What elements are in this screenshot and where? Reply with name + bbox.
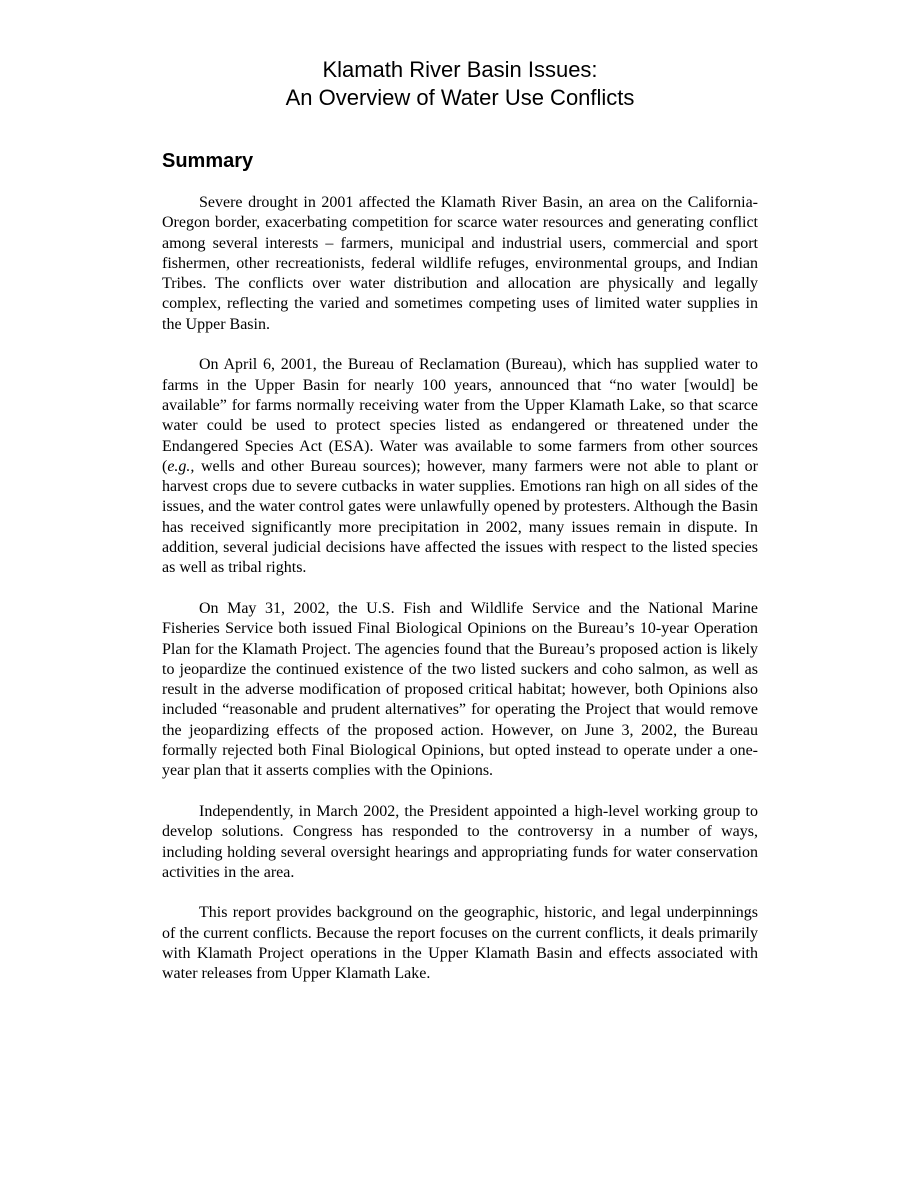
paragraph-2-italic: e.g., [167,457,195,475]
paragraph-1: Severe drought in 2001 affected the Klamath River Basin, an area on the California-Oregon border, exacerbating competition for scarce water resources and generating conflict among several interests – farmers, municipal and industrial users, commercial and sport fishermen, other recreationists, federal wildlife refuges, environmental groups, and Indian Tribes. The conflicts over water distribution and allocation are physically and legally complex, reflecting the varied and sometimes competing uses of limited water supplies in the Upper Basin. [162,194,758,333]
title-line-2: An Overview of Water Use Conflicts [285,85,635,110]
summary-body [162,193,758,985]
paragraph-3: On May 31, 2002, the U.S. Fish and Wildlife Service and the National Marine Fisheries Service both issued Final Biological Opinions on the Bureau’s 10-year Operation Plan for the Klamath Project. The agencies found that the Bureau’s proposed action is likely to jeopardize the continued existence of the two listed suckers and coho salmon, as well as result in the adverse modification of proposed critical habitat; however, both Opinions also included “reasonable and prudent alternatives” for operating the Project that would remove the jeopardizing effects of the proposed action. However, on June 3, 2002, the Bureau formally rejected both Final Biological Opinions, but opted instead to operate under a one-year plan that it asserts complies with the Opinions. [162,599,758,780]
paragraph-2-part-1: On April 6, 2001, the Bureau of Reclamation (Bureau), which has supplied water to farms in the Upper Basin for nearly 100 years, announced that “no water [would] be available” for farms normally receiving water from the Upper Klamath Lake, so that scarce water could be used to protect species listed as endangered or threatened under the Endangered Species Act (ESA). Water was available to some farmers from other sources ( [162,356,758,475]
paragraph-2 [162,355,758,578]
paragraph-2-part-2: wells and other Bureau sources); however, many farmers were not able to plant or harvest crops due to severe cutbacks in water supplies. Emotions ran high on all sides of the issues, and the water control gates were unlawfully opened by protesters. Although the Basin has received significantly more precipitation in 2002, many issues remain in dispute. In addition, several judicial decisions have affected the issues with respect to the listed species as well as tribal rights. [162,457,758,577]
document-title [0,56,920,112]
paragraph-4: Independently, in March 2002, the President appointed a high-level working group to develop solutions. Congress has responded to the controversy in a number of ways, including holding several oversight hearings and appropriating funds for water conservation activities in the area. [162,802,758,881]
title-line-1: Klamath River Basin Issues: [322,57,598,82]
section-heading-summary: Summary [162,150,254,172]
paragraph-5: This report provides background on the geographic, historic, and legal underpinnings of the current conflicts. Because the report focuses on the current conflicts, it deals primarily with Klamath Project operations in the Upper Klamath Basin and effects associated with water releases from Upper Klamath Lake. [162,904,758,983]
